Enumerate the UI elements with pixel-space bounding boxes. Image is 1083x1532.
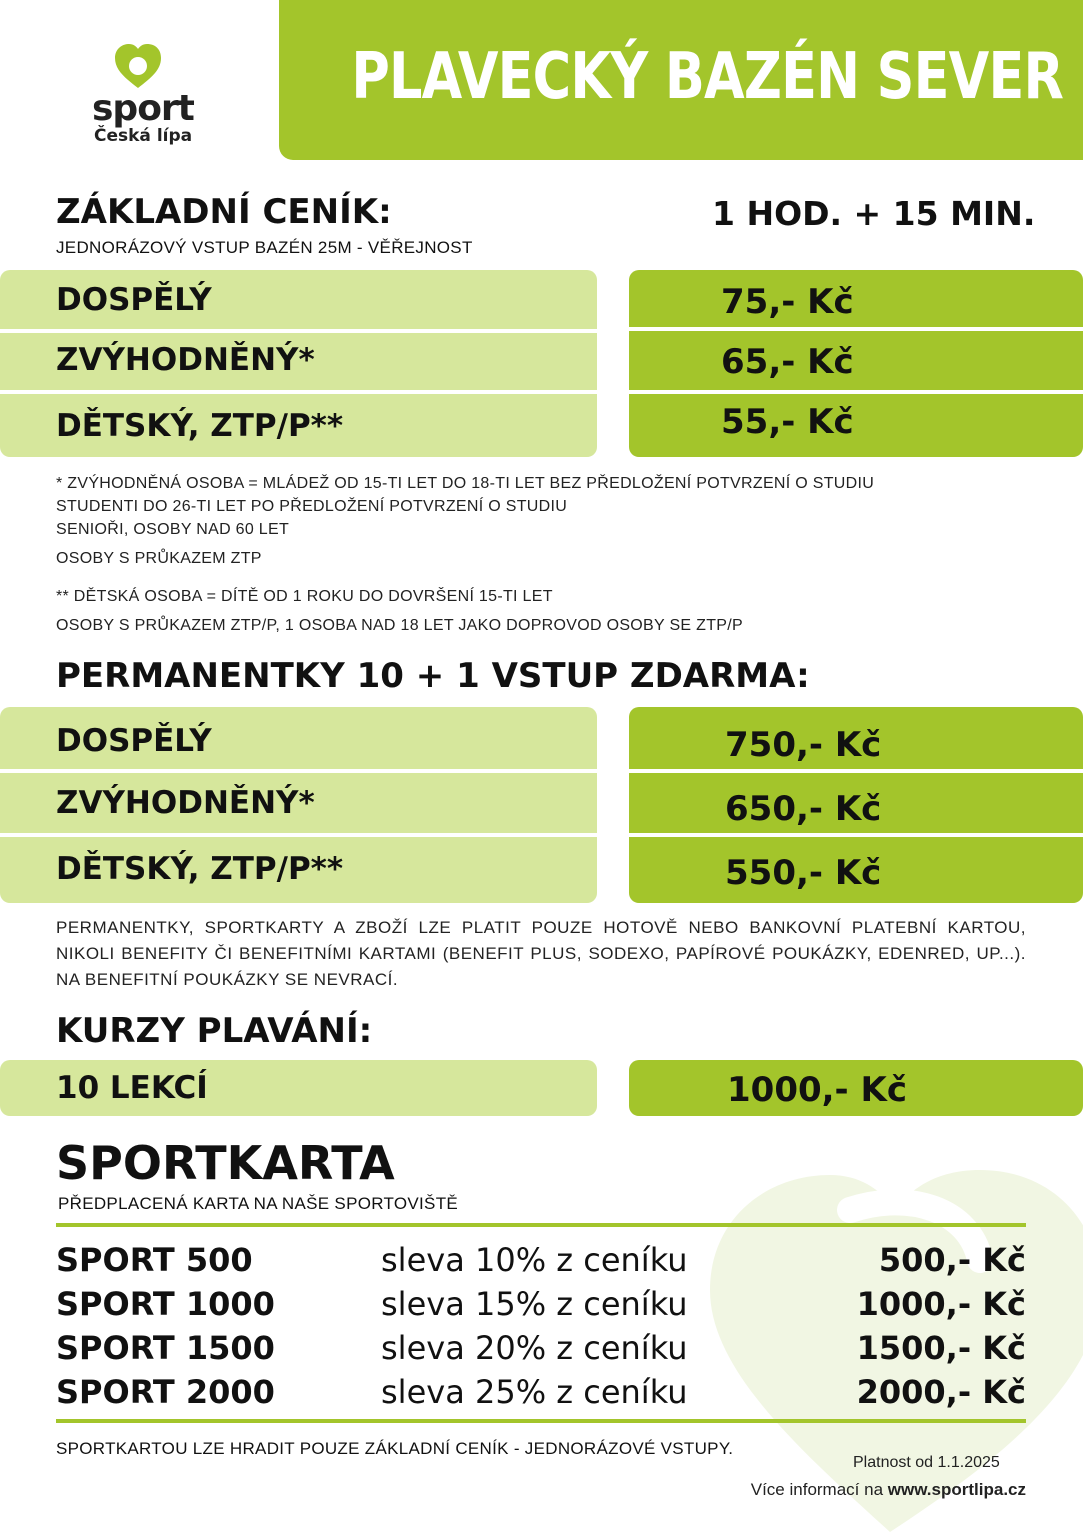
card-name: SPORT 500 <box>56 1241 253 1279</box>
card-name: SPORT 1000 <box>56 1285 275 1323</box>
note-line: OSOBY S PRŮKAZEM ZTP/P, 1 OSOBA NAD 18 LET JAKO DOPROVOD OSOBY SE ZTP/P <box>56 617 743 634</box>
basic-prices-box <box>629 270 1083 457</box>
row-label: ZVÝHODNĚNÝ* <box>56 785 315 821</box>
row-price: 550,- Kč <box>725 853 882 893</box>
card-name: SPORT 2000 <box>56 1373 275 1411</box>
card-price: 1000,- Kč <box>856 1285 1026 1323</box>
passes-labels-box <box>0 707 597 903</box>
website-line <box>751 1480 1026 1500</box>
info-prefix: Více informací na <box>750 1480 884 1499</box>
passes-prices-box <box>629 707 1083 903</box>
row-price: 55,- Kč <box>721 402 854 442</box>
basic-labels-box <box>0 270 597 457</box>
payment-note: PERMANENTKY, SPORTKARTY A ZBOŽÍ LZE PLATIT POUZE HOTOVĚ NEBO BANKOVNÍ PLATEBNÍ KARTOU, NIKOLI BENEFITY ČI BENEFITNÍMI KARTAMI (BENEFIT PLUS, SODEXO, PAPÍROVÉ POUKÁZKY, EDENRED, UP...). NA BENEFITNÍ POUKÁZKY SE NEVRACÍ. <box>56 918 1026 989</box>
divider <box>56 1223 1026 1227</box>
sportkarta-subheading: PŘEDPLACENÁ KARTA NA NAŠE SPORTOVIŠTĚ <box>58 1194 459 1213</box>
note-line: OSOBY S PRŮKAZEM ZTP <box>56 550 262 567</box>
logo-word: sport <box>92 88 194 129</box>
note-line: STUDENTI DO 26-TI LET PO PŘEDLOŽENÍ POTVRZENÍ O STUDIU <box>56 498 568 515</box>
logo-city: Česká lípa <box>94 126 193 146</box>
row-price: 750,- Kč <box>725 725 882 765</box>
logo-heart-icon <box>115 44 161 88</box>
validity: Platnost od 1.1.2025 <box>853 1454 1000 1471</box>
row-label: DOSPĚLÝ <box>56 723 212 759</box>
row-label: DĚTSKÝ, ZTP/P** <box>56 408 344 444</box>
note-line: ** DĚTSKÁ OSOBA = DÍTĚ OD 1 ROKU DO DOVRŠENÍ 15-TI LET <box>56 588 553 605</box>
card-desc: sleva 15% z ceníku <box>381 1285 688 1323</box>
card-desc: sleva 20% z ceníku <box>381 1329 688 1367</box>
sportkarta-heading: SPORTKARTA <box>56 1136 395 1190</box>
card-desc: sleva 10% z ceníku <box>381 1241 688 1279</box>
row-price: 1000,- Kč <box>727 1070 907 1110</box>
sportkarta-footnote: SPORTKARTOU LZE HRADIT POUZE ZÁKLADNÍ CENÍK - JEDNORÁZOVÉ VSTUPY. <box>56 1439 734 1458</box>
card-price: 1500,- Kč <box>856 1329 1026 1367</box>
passes-heading: PERMANENTKY 10 + 1 VSTUP ZDARMA: <box>56 656 810 696</box>
row-label: ZVÝHODNĚNÝ* <box>56 342 315 378</box>
courses-heading: KURZY PLAVÁNÍ: <box>56 1011 373 1051</box>
note-line: SENIOŘI, OSOBY NAD 60 LET <box>56 521 290 538</box>
row-label: 10 LEKCÍ <box>56 1070 208 1106</box>
website-link[interactable]: www.sportlipa.cz <box>887 1480 1026 1499</box>
row-label: DĚTSKÝ, ZTP/P** <box>56 851 344 887</box>
note-line: * ZVÝHODNĚNÁ OSOBA = MLÁDEŽ OD 15-TI LET DO 18-TI LET BEZ PŘEDLOŽENÍ POTVRZENÍ O STUDIU <box>56 475 875 492</box>
row-price: 65,- Kč <box>721 342 854 382</box>
card-price: 500,- Kč <box>878 1241 1026 1279</box>
courses-label-box <box>0 1060 597 1116</box>
basic-subheading: JEDNORÁZOVÝ VSTUP BAZÉN 25M - VĚŘEJNOST <box>56 238 473 257</box>
page-title: PLAVECKÝ BAZÉN SEVER <box>351 40 1064 114</box>
duration: 1 HOD. + 15 MIN. <box>712 194 1036 233</box>
basic-heading: ZÁKLADNÍ CENÍK: <box>56 192 392 232</box>
card-price: 2000,- Kč <box>856 1373 1026 1411</box>
row-price: 75,- Kč <box>721 282 854 322</box>
courses-price-box <box>629 1060 1083 1116</box>
card-desc: sleva 25% z ceníku <box>381 1373 688 1411</box>
row-label: DOSPĚLÝ <box>56 282 212 318</box>
divider <box>56 1419 1026 1423</box>
row-price: 650,- Kč <box>725 789 882 829</box>
card-name: SPORT 1500 <box>56 1329 275 1367</box>
